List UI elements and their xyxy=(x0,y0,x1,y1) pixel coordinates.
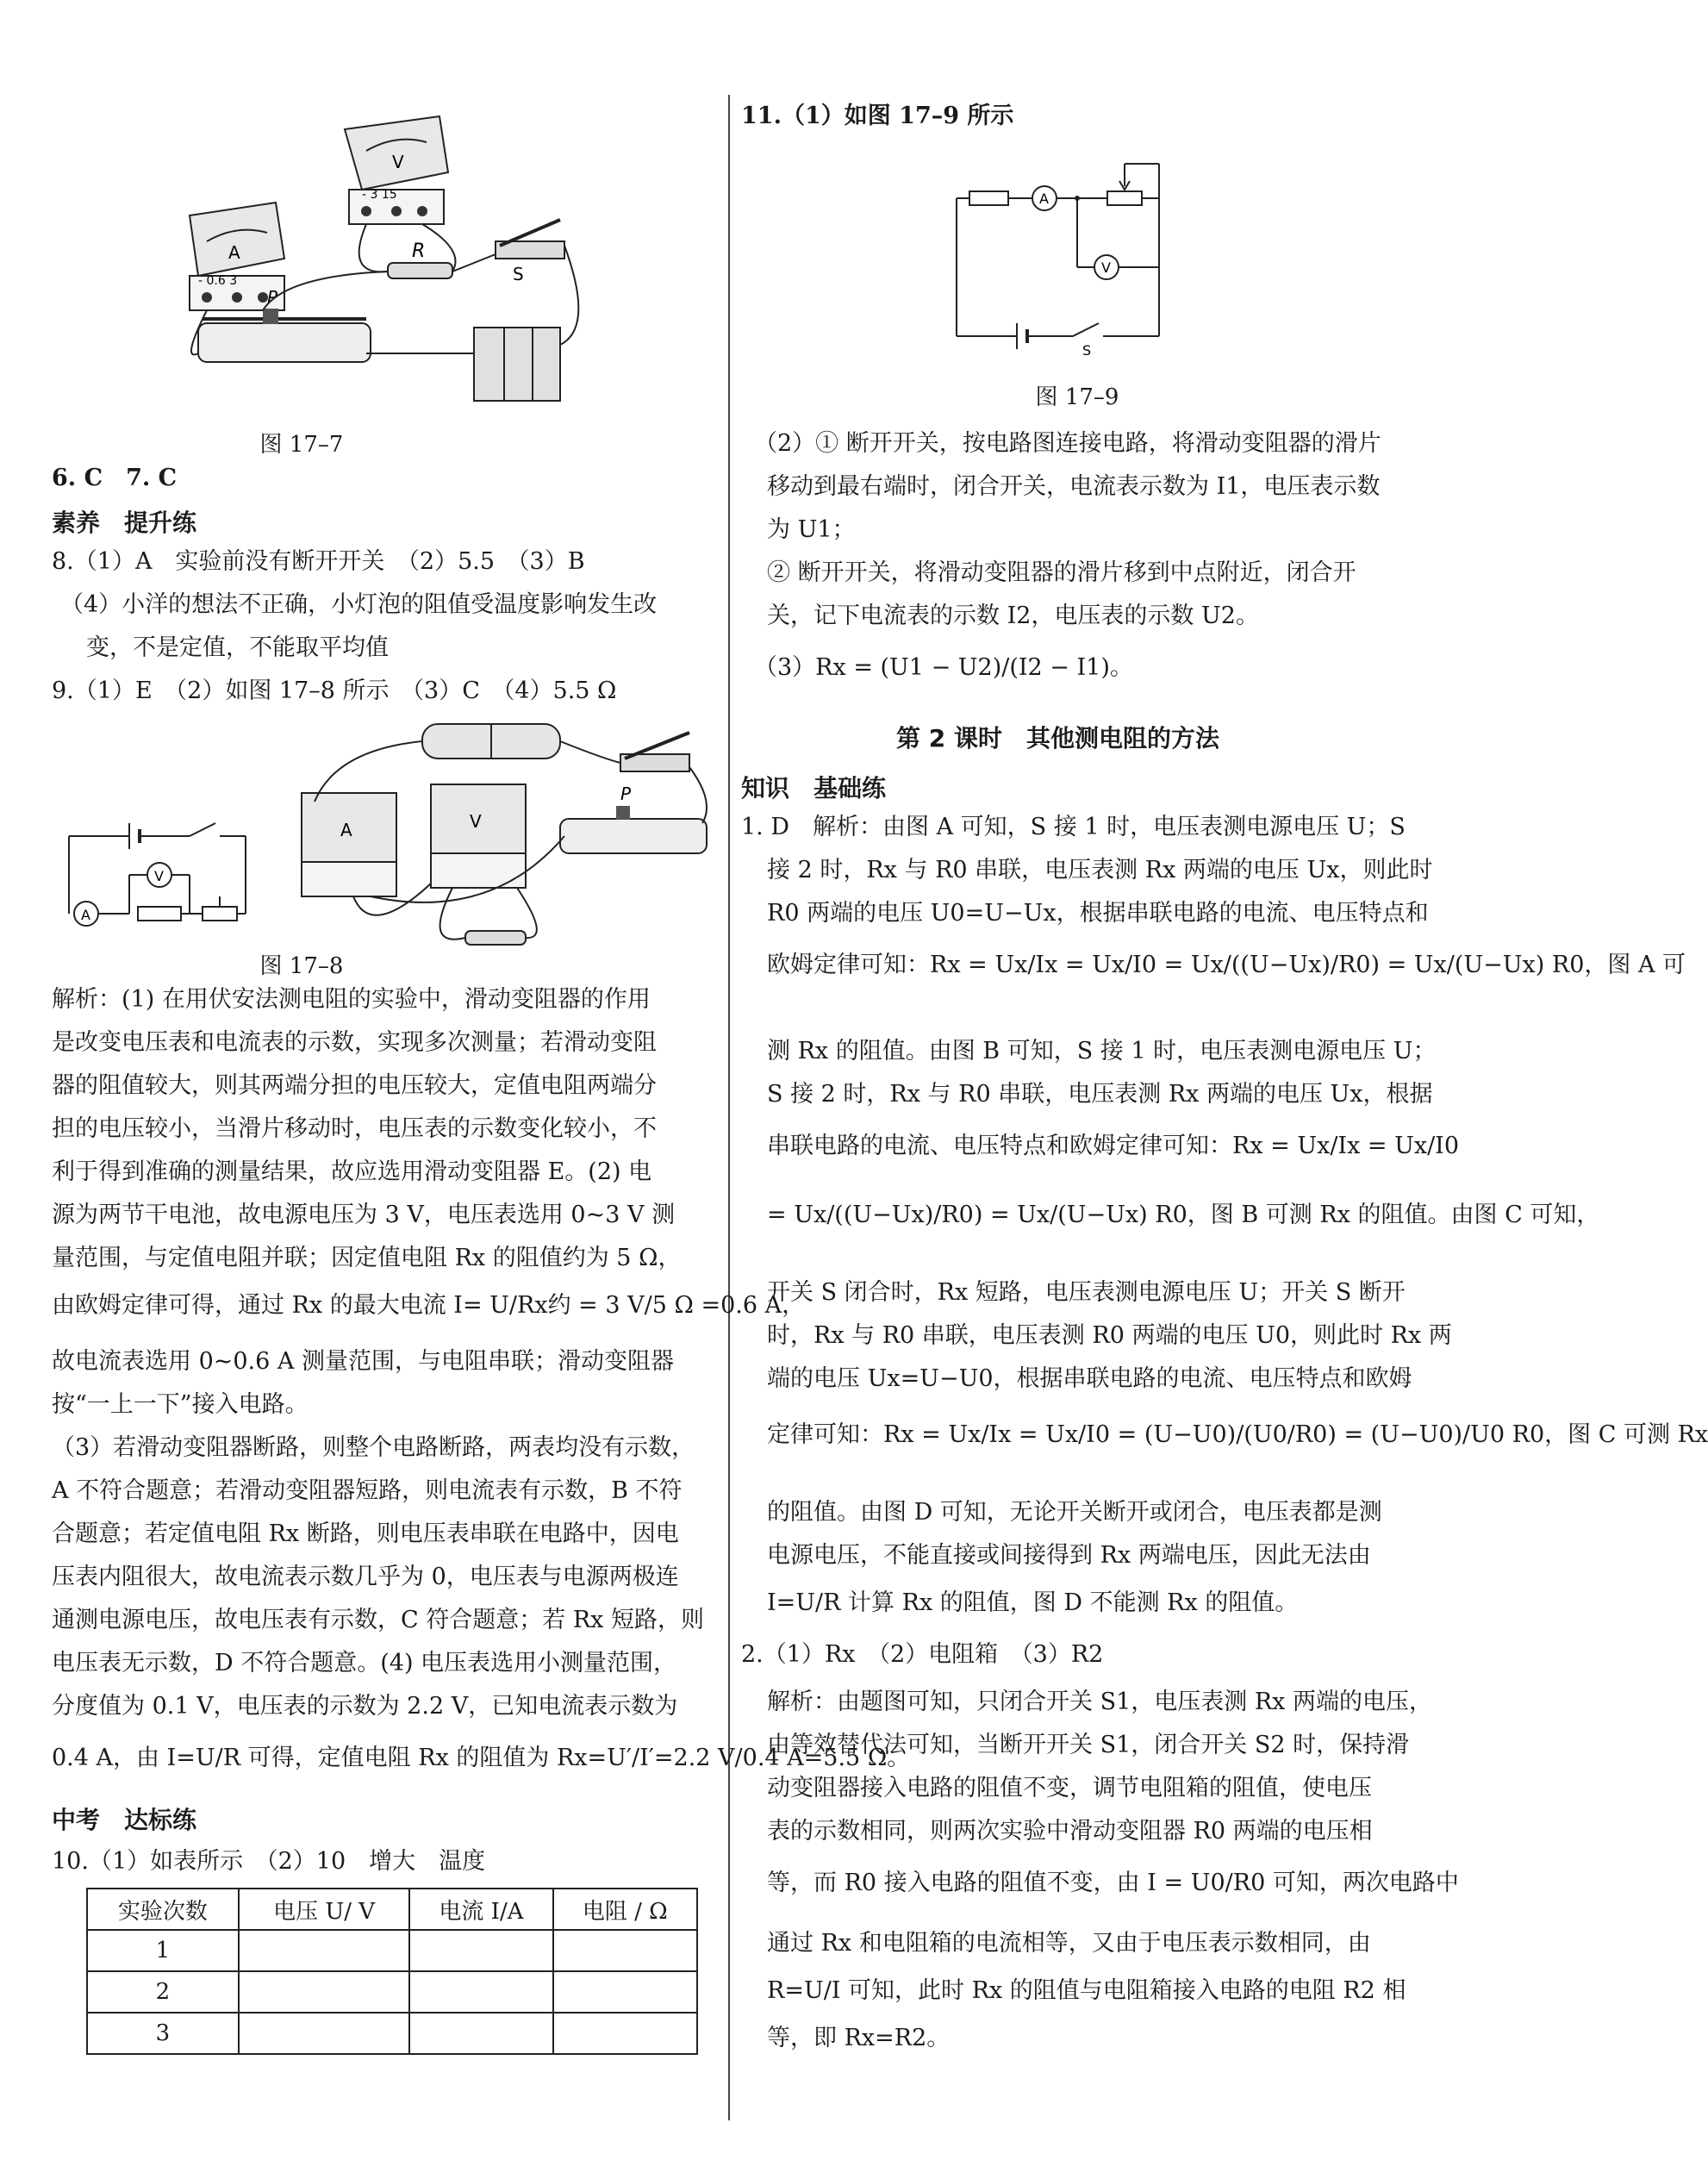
analysis-line-3: 器的阻值较大，则其两端分担的电压较大，定值电阻两端分 xyxy=(52,1072,657,1099)
battery-pack-icon xyxy=(422,724,560,759)
answers-6-7: 6. C 7. C xyxy=(52,465,178,491)
analysis-formula: 由欧姆定律可得，通过 Rx 的最大电流 I= U/Rx约 = 3 V/5 Ω =0.6 A， xyxy=(52,1292,806,1319)
figure-17-8-caption: 图 17–8 xyxy=(259,953,344,979)
q1-line15: I=U/R 计算 Rx 的阻值，图 D 不能测 Rx 的阻值。 xyxy=(767,1589,1299,1616)
q2-line7: 通过 Rx 和电阻箱的电流相等，又由于电压表示数相同，由 xyxy=(767,1930,1371,1957)
table-header: 电阻 / Ω xyxy=(553,1889,697,1930)
ammeter-label: A xyxy=(228,242,240,263)
q2-line3: 由等效替代法可知，当断开开关 S1，闭合开关 S2 时，保持滑 xyxy=(767,1732,1410,1758)
figure-17-8-circuit xyxy=(60,810,259,940)
analysis2-line-5: 合题意；若定值电阻 Rx 断路，则电压表串联在电路中，因电 xyxy=(52,1520,679,1547)
analysis-line-2: 是改变电压表和电流表的示数，实现多次测量；若滑动变阻 xyxy=(52,1029,657,1056)
analysis-final: 0.4 A，由 I=U/R 可得，定值电阻 Rx 的阻值为 Rx=U′/I′=2.2 V/0.4 A=5.5 Ω。 xyxy=(52,1745,911,1771)
q2-line1: 2.（1）Rx （2）电阻箱 （3）R2 xyxy=(741,1641,1104,1668)
resistor-2-icon xyxy=(465,931,526,945)
analysis2-line-2: 按“一上一下”接入电路。 xyxy=(52,1391,309,1418)
q8-line1: 8.（1）A 实验前没有断开开关 （2）5.5 （3）B xyxy=(52,548,585,575)
switch-icon xyxy=(496,220,564,284)
voltmeter-scale: - 3 15 xyxy=(362,188,397,202)
table-cell: 2 xyxy=(87,1971,239,2013)
figure-17-8-setup xyxy=(267,715,715,965)
fig8-ammeter-label: A xyxy=(81,907,90,923)
voltmeter-label: V xyxy=(392,152,404,172)
q1-line14: 电源电压，不能直接或间接得到 Rx 两端电压，因此无法由 xyxy=(767,1542,1371,1569)
q2-line2: 解析：由题图可知，只闭合开关 S1，电压表测 Rx 两端的电压， xyxy=(767,1689,1432,1715)
ammeter-scale: - 0.6 3 xyxy=(198,274,238,288)
figure-17-9-caption: 图 17–9 xyxy=(1035,384,1119,410)
table-cell: 3 xyxy=(87,2013,239,2054)
figure-17-9 xyxy=(948,155,1172,359)
table-header: 电流 I/A xyxy=(409,1889,552,1930)
q1-line8: = Ux/((U−Ux)/R0) = Ux/(U−Ux) R0，图 B 可测 Rx 的阻值。由图 C 可知， xyxy=(767,1202,1600,1228)
analysis2-line-7: 通测电源电压，故电压表有示数，C 符合题意；若 Rx 短路，则 xyxy=(52,1607,704,1633)
q1-line2: 接 2 时，Rx 与 R0 串联，电压表测 Rx 两端的电压 Ux，则此时 xyxy=(767,857,1433,883)
table-cell: 1 xyxy=(87,1930,239,1971)
section-heading-basic: 知识 基础练 xyxy=(741,774,887,802)
fig9-ammeter-label: A xyxy=(1039,190,1049,207)
q11-p3: （3）Rx = (U1 − U2)/(I2 − I1)。 xyxy=(754,654,1133,681)
resistor-label: R xyxy=(412,240,426,262)
q1-line9: 开关 S 闭合时，Rx 短路，电压表测电源电压 U；开关 S 断开 xyxy=(767,1279,1406,1306)
q11-line1: 11.（1）如图 17–9 所示 xyxy=(741,103,1014,129)
voltmeter-icon xyxy=(345,116,448,224)
q1-line10: 时，Rx 与 R0 串联，电压表测 R0 两端的电压 U0，则此时 Rx 两 xyxy=(767,1322,1452,1349)
voltmeter-3-icon xyxy=(431,784,526,888)
analysis2-line-3: （3）若滑动变阻器断路，则整个电路断路，两表均没有示数， xyxy=(52,1434,695,1461)
table-row xyxy=(87,1971,697,2013)
table-header: 实验次数 xyxy=(87,1889,239,1930)
svg-text:P: P xyxy=(620,784,632,804)
q11-p2-line4: ② 断开开关，将滑动变阻器的滑片移到中点附近，闭合开 xyxy=(767,559,1356,586)
analysis2-line-8: 电压表无示数，D 不符合题意。(4) 电压表选用小测量范围， xyxy=(52,1650,677,1676)
q8-line3: 变，不是定值，不能取平均值 xyxy=(86,634,389,661)
fig9-voltmeter-label: V xyxy=(1101,259,1111,276)
q2-line6: 等，而 R0 接入电路的阻值不变，由 I = U0/R0 可知，两次电路中 xyxy=(767,1870,1459,1896)
q10-line: 10.（1）如表所示 （2）10 增大 温度 xyxy=(52,1848,486,1875)
analysis2-line-4: A 不符合题意；若滑动变阻器短路，则电流表有示数，B 不符 xyxy=(52,1477,683,1504)
analysis-line-6: 源为两节干电池，故电源电压为 3 V，电压表选用 0~3 V 测 xyxy=(52,1202,676,1228)
rheostat-label: P xyxy=(267,287,278,308)
rheostat-2-icon xyxy=(560,784,707,853)
q2-line9: 等，即 Rx=R2。 xyxy=(767,2025,951,2051)
right-column xyxy=(741,0,1708,2179)
q8-line2: （4）小洋的想法不正确，小灯泡的阻值受温度影响发生改 xyxy=(60,591,658,618)
analysis2-line-1: 故电流表选用 0~0.6 A 测量范围，与电阻串联；滑动变阻器 xyxy=(52,1348,674,1375)
table-row xyxy=(87,1930,697,1971)
analysis-line-7: 量范围，与定值电阻并联；因定值电阻 Rx 的阻值约为 5 Ω， xyxy=(52,1245,682,1271)
q1-line1: 1. D 解析：由图 A 可知，S 接 1 时，电压表测电源电压 U；S xyxy=(741,814,1406,840)
q9-line1: 9.（1）E （2）如图 17–8 所示 （3）C （4）5.5 Ω xyxy=(52,677,617,704)
switch-label: S xyxy=(513,264,524,284)
resistor-icon xyxy=(388,263,452,278)
analysis2-line-9: 分度值为 0.1 V，电压表的示数为 2.2 V，已知电流表示数为 xyxy=(52,1693,678,1720)
svg-text:V: V xyxy=(470,811,482,832)
q1-line7: 串联电路的电流、电压特点和欧姆定律可知：Rx = Ux/Ix = Ux/I0 xyxy=(767,1133,1460,1159)
fig8-voltmeter-label: V xyxy=(154,868,164,884)
analysis-line-1: 解析：(1) 在用伏安法测电阻的实验中，滑动变阻器的作用 xyxy=(52,986,651,1013)
figure-17-7 xyxy=(190,103,620,422)
section-heading-improve: 素养 提升练 xyxy=(52,509,197,537)
data-table xyxy=(86,1888,698,2055)
analysis-line-5: 利于得到准确的测量结果，故应选用滑动变阻器 E。(2) 电 xyxy=(52,1158,652,1185)
q1-line6: S 接 2 时，Rx 与 R0 串联，电压表测 Rx 两端的电压 Ux，根据 xyxy=(767,1081,1433,1108)
figure-17-7-caption: 图 17–7 xyxy=(259,432,344,458)
q1-line3: R0 两端的电压 U0=U−Ux，根据串联电路的电流、电压特点和 xyxy=(767,900,1429,927)
q2-line8: R=U/I 可知，此时 Rx 的阻值与电阻箱接入电路的电阻 R2 相 xyxy=(767,1977,1406,2004)
svg-text:A: A xyxy=(340,820,352,840)
q11-p2-line5: 关，记下电流表的示数 I2，电压表的示数 U2。 xyxy=(767,603,1259,629)
table-header: 电压 U/ V xyxy=(239,1889,410,1930)
q1-line13: 的阻值。由图 D 可知，无论开关断开或闭合，电压表都是测 xyxy=(767,1499,1382,1526)
q2-line4: 动变阻器接入电路的阻值不变，调节电阻箱的阻值，使电压 xyxy=(767,1775,1372,1801)
q1-line4: 欧姆定律可知：Rx = Ux/Ix = Ux/I0 = Ux/((U−Ux)/R0) = Ux/(U−Ux) R0，图 A 可 xyxy=(767,952,1686,978)
q2-line5: 表的示数相同，则两次实验中滑动变阻器 R0 两端的电压相 xyxy=(767,1818,1373,1845)
table-header-row xyxy=(87,1889,697,1930)
battery-icon xyxy=(474,328,560,401)
section-heading-exam: 中考 达标练 xyxy=(52,1806,197,1834)
switch-2-icon xyxy=(620,733,689,771)
analysis-line-4: 担的电压较小，当滑片移动时，电压表的示数变化较小，不 xyxy=(52,1115,657,1142)
q11-p2-line3: 为 U1； xyxy=(767,516,856,543)
analysis2-line-6: 压表内阻很大，故电流表示数几乎为 0，电压表与电源两极连 xyxy=(52,1564,679,1590)
q1-line11: 端的电压 Ux=U−U0，根据串联电路的电流、电压特点和欧姆 xyxy=(767,1365,1412,1392)
q1-line5: 测 Rx 的阻值。由图 B 可知，S 接 1 时，电压表测电源电压 U； xyxy=(767,1038,1437,1065)
voltmeter-2-icon xyxy=(302,793,396,896)
lesson-title: 第 2 课时 其他测电阻的方法 xyxy=(896,724,1219,752)
q11-p2-line2: 移动到最右端时，闭合开关，电流表示数为 I1，电压表示数 xyxy=(767,473,1381,500)
table-row xyxy=(87,2013,697,2054)
q1-line12: 定律可知：Rx = Ux/Ix = Ux/I0 = (U−U0)/(U0/R0) = (U−U0)/U0 R0，图 C 可测 Rx xyxy=(767,1421,1708,1448)
q11-p2-line1: （2）① 断开开关，按电路图连接电路，将滑动变阻器的滑片 xyxy=(754,430,1381,457)
fig9-switch-label: S xyxy=(1082,342,1092,359)
